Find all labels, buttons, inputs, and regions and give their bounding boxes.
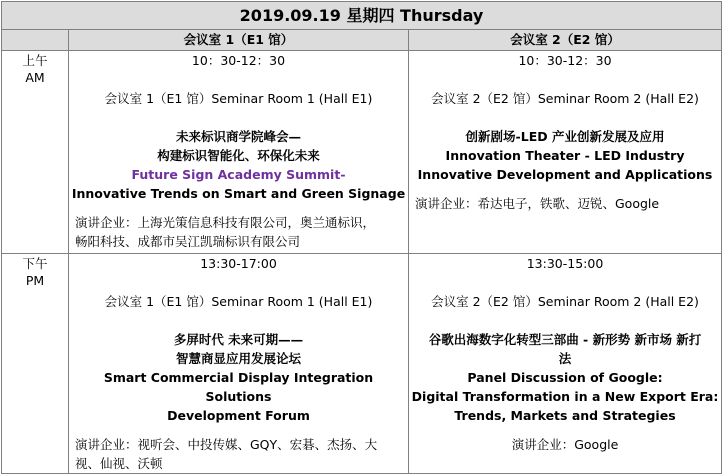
am-room-1-companies-line: 畅阳科技、成都市吴江凯瑞标识有限公司 bbox=[75, 234, 301, 249]
pm-room-2-cell bbox=[409, 254, 722, 474]
am-room-2-title-line: Innovative Development and Applications bbox=[417, 167, 713, 182]
header-room-2: 会议室 2（E2 馆） bbox=[409, 30, 722, 51]
am-room-1-title-en-line: Innovative Trends on Smart and Green Signage bbox=[71, 186, 406, 201]
pm-room-1-room: 会议室 1（E1 馆）Seminar Room 1 (Hall E1) bbox=[104, 294, 373, 309]
pm-room-2-title-line: Trends, Markets and Strategies bbox=[454, 408, 676, 423]
am-room-2-session bbox=[409, 127, 721, 184]
pm-room-2-title-line: Panel Discussion of Google: bbox=[467, 370, 663, 385]
schedule-table bbox=[1, 1, 722, 474]
am-room-1-title-en-line: Future Sign Academy Summit- bbox=[131, 167, 346, 182]
am-room-2-companies-line: 演讲企业：希达电子，铁歌、迈锐、Google bbox=[415, 196, 660, 211]
pm-room-1-companies bbox=[69, 435, 408, 473]
pm-period bbox=[2, 254, 69, 474]
pm-room-2-title-line: 法 bbox=[558, 351, 572, 366]
pm-room-2-session bbox=[409, 330, 721, 425]
pm-room-2-room: 会议室 2（E2 馆）Seminar Room 2 (Hall E2) bbox=[431, 294, 699, 309]
am-room-2-time: 10：30-12：30 bbox=[518, 53, 612, 68]
pm-room-1-cell bbox=[69, 254, 409, 474]
am-room-2-cell bbox=[409, 51, 722, 254]
am-room-2-title-line: Innovation Theater - LED Industry bbox=[445, 148, 685, 163]
am-room-1-session bbox=[69, 127, 408, 203]
pm-row bbox=[2, 254, 722, 474]
pm-room-2-time: 13:30-15:00 bbox=[526, 256, 604, 271]
am-period-cn: 上午 bbox=[22, 53, 48, 68]
pm-room-1-companies-line: 视、仙视、沃顿 bbox=[75, 456, 163, 471]
pm-room-1-title-line: Development Forum bbox=[167, 408, 310, 423]
am-room-1-time: 10：30-12：30 bbox=[191, 53, 286, 68]
pm-room-2-title-line: 谷歌出海数字化转型三部曲 - 新形势 新市场 新打 bbox=[428, 332, 702, 347]
schedule-title: 2019.09.19 星期四 Thursday bbox=[2, 2, 722, 30]
am-room-1-companies bbox=[69, 213, 408, 251]
am-period-en: AM bbox=[25, 70, 45, 85]
am-room-2-title-line: 创新剧场-LED 产业创新发展及应用 bbox=[465, 129, 665, 144]
am-room-2-companies bbox=[409, 194, 721, 213]
pm-room-2-companies-line: 演讲企业：Google bbox=[511, 437, 619, 452]
pm-period-en: PM bbox=[25, 273, 45, 288]
am-room-1-room: 会议室 1（E1 馆）Seminar Room 1 (Hall E1) bbox=[104, 91, 373, 106]
am-room-1-title-line: 构建标识智能化、环保化未来 bbox=[157, 148, 320, 163]
pm-room-1-title-line: 智慧商显应用发展论坛 bbox=[175, 351, 301, 366]
pm-period-cn: 下午 bbox=[22, 256, 48, 271]
header-blank bbox=[2, 30, 69, 51]
am-room-2-room: 会议室 2（E2 馆）Seminar Room 2 (Hall E2) bbox=[431, 91, 699, 106]
pm-room-2-companies bbox=[409, 435, 721, 454]
pm-room-1-title-line: Smart Commercial Display Integration Solutions bbox=[103, 370, 374, 404]
header-room-1: 会议室 1（E1 馆） bbox=[69, 30, 409, 51]
pm-room-1-session bbox=[69, 330, 408, 425]
pm-room-1-time: 13:30-17:00 bbox=[200, 256, 277, 271]
pm-room-2-title-line: Digital Transformation in a New Export Era: bbox=[411, 389, 719, 404]
am-row bbox=[2, 51, 722, 254]
am-room-1-companies-line: 演讲企业：上海光策信息科技有限公司，奥兰通标识， bbox=[75, 215, 376, 230]
pm-room-1-companies-line: 演讲企业：视听会、中投传媒、GQY、宏碁、杰扬、大 bbox=[75, 437, 378, 452]
am-period bbox=[2, 51, 69, 254]
am-room-1-title-line: 未来标识商学院峰会— bbox=[175, 129, 301, 144]
am-room-1-cell bbox=[69, 51, 409, 254]
pm-room-1-title-line: 多屏时代 未来可期—— bbox=[173, 332, 304, 347]
